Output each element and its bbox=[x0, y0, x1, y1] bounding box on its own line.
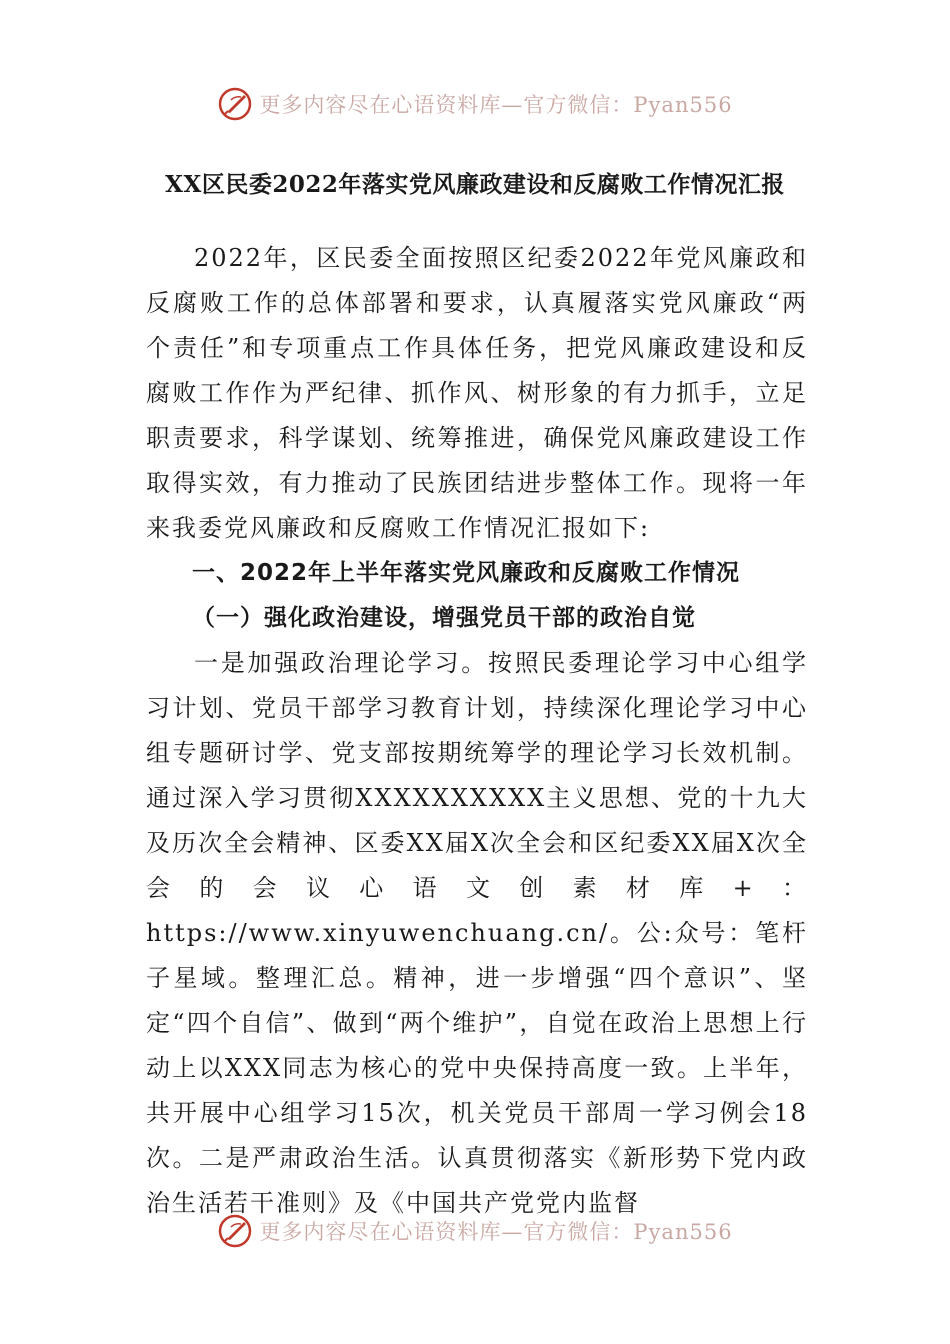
header-banner bbox=[0, 84, 950, 124]
section-heading: 一、2022年上半年落实党风廉政和反腐败工作情况 bbox=[192, 560, 741, 586]
intro-paragraph: 2022年，区民委全面按照区纪委2022年党风廉政和反腐败工作的总体部署和要求，认真履落实党风廉政“两个责任”和专项重点工作具体任务，把党风廉政建设和反腐败工作作为严纪律、抓作风、树形象的有力抓手，立足职责要求，科学谋划、统筹推进，确保党风廉政建设工作取得实效，有力推动了民族团结进步整体工作。现将一年来我委党风廉政和反腐败工作情况汇报如下: bbox=[146, 244, 808, 542]
banner-text: 更多内容尽在心语资料库—官方微信：Pyan556 bbox=[259, 93, 733, 117]
document-body bbox=[146, 236, 808, 1226]
quill-circle-icon bbox=[217, 86, 253, 122]
footer-banner bbox=[0, 1211, 950, 1251]
subsection-heading: （一）强化政治建设，增强党员干部的政治自觉 bbox=[192, 605, 696, 631]
body-paragraph: 一是加强政治理论学习。按照民委理论学习中心组学习计划、党员干部学习教育计划，持续深化理论学习中心组专题研讨学、党支部按期统筹学的理论学习长效机制。通过深入学习贯彻XXXXXXXXXX主义思想、党的十九大及历次全会精神、区委XX届X次全会和区纪委XX届X次全会的会议心语文创素材库+：https://www.xinyuwenchuang.cn/。公:众号：笔杆子星域。整理汇总。精神，进一步增强“四个意识”、坚定“四个自信”、做到“两个维护”，自觉在政治上思想上行动上以XXX同志为核心的党中央保持高度一致。上半年，共开展中心组学习15次，机关党员干部周一学习例会18次。二是严肃政治生活。认真贯彻落实《新形势下党内政治生活若干准则》及《中国共产党党内监督 bbox=[146, 649, 808, 1217]
document-title: XX区民委2022年落实党风廉政建设和反腐败工作情况汇报 bbox=[165, 171, 785, 198]
banner-text: 更多内容尽在心语资料库—官方微信：Pyan556 bbox=[259, 1220, 733, 1244]
quill-circle-icon bbox=[217, 1213, 253, 1249]
